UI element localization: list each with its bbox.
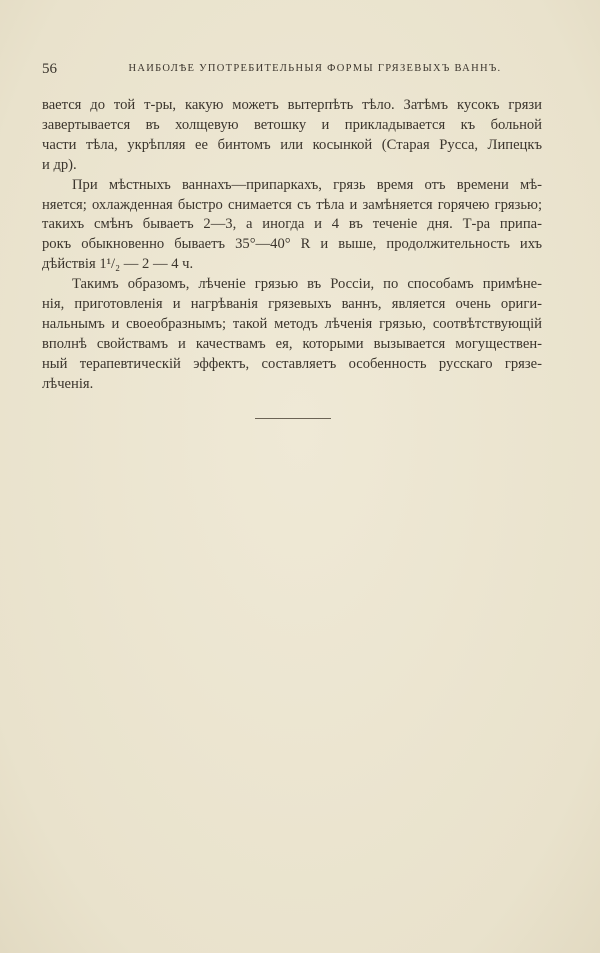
- text-line: няется; охлажденная быстро снимается съ тѣла и замѣняется горячею грязью;: [42, 196, 542, 213]
- text-line: Такимъ образомъ, лѣченіе грязью въ Россіи, по способамъ примѣне-: [72, 276, 542, 293]
- text-line: и др).: [42, 156, 77, 173]
- text-line: рокъ обыкновенно бываетъ 35°—40° R и выше, продолжительность ихъ: [42, 236, 542, 253]
- text-line: ный терапевтическій эффектъ, составляетъ особенность русскаго грязе-: [42, 355, 542, 372]
- body-text: [42, 96, 542, 395]
- section-end-rule: [255, 418, 331, 419]
- text-line: дѣйствія 1¹/₂ — 2 — 4 ч.: [42, 256, 194, 273]
- text-line: нія, приготовленія и нагрѣванія грязевыхъ ваннъ, является очень ориги-: [42, 296, 542, 313]
- text-line: вается до той т-ры, какую можетъ вытерпѣть тѣло. Затѣмъ кусокъ грязи: [42, 97, 542, 113]
- paragraph-3: [42, 275, 542, 394]
- text-line: части тѣла, укрѣпляя ее бинтомъ или косынкой (Старая Русса, Липецкъ: [42, 136, 542, 153]
- running-head: НАИБОЛѢЕ УПОТРЕБИТЕЛЬНЫЯ ФОРМЫ ГРЯЗЕВЫХЪ ВАННЪ.: [128, 63, 502, 74]
- text-line: лѣченія.: [42, 375, 94, 392]
- paragraph-2: [42, 176, 542, 276]
- text-line: нальнымъ и своеобразнымъ; такой методъ лѣченія грязью, соотвѣтствующій: [42, 315, 542, 332]
- text-line: такихъ смѣнъ бываетъ 2—3, а иногда и 4 въ теченіе дня. Т-ра припа-: [42, 216, 542, 233]
- text-line: вполнѣ свойствамъ и качествамъ ея, которыми вызывается могуществен-: [42, 335, 542, 352]
- text-line: При мѣстныхъ ваннахъ—припаркахъ, грязь время отъ времени мѣ-: [72, 176, 542, 193]
- page-number: 56: [42, 61, 57, 77]
- paragraph-1: [42, 96, 542, 176]
- text-line: завертывается въ холщевую ветошку и прикладывается къ больной: [42, 116, 542, 133]
